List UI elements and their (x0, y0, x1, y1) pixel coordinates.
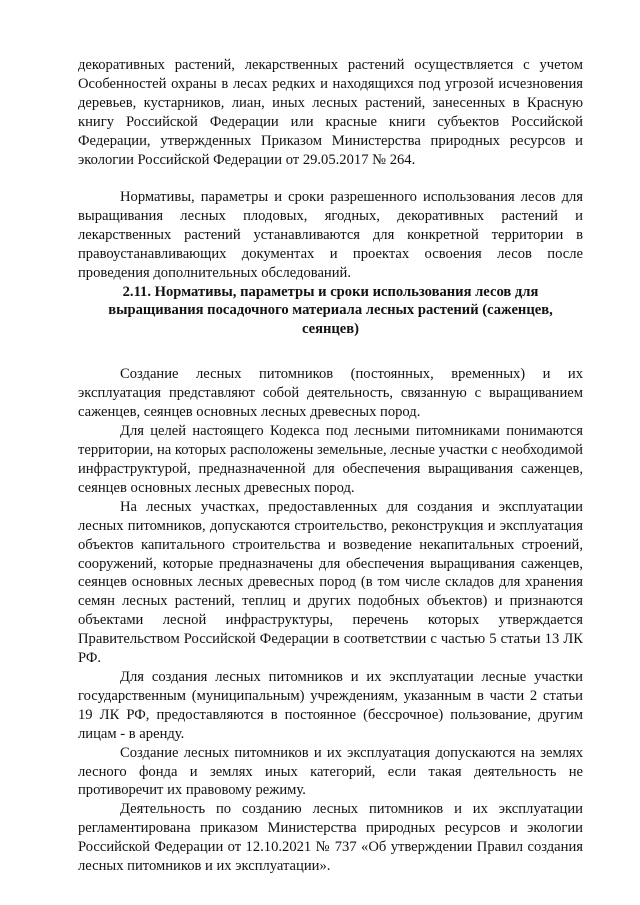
paragraph-land-provision: Для создания лесных питомников и их эксплуатации лесные участки государственным (муниципальным) учреждениям, указанным в части 2 статьи 19 ЛК РФ, предоставляются в постоянное (бессрочное) пользование, другим лицам - в аренду. (78, 668, 583, 742)
section-heading: 2.11. Нормативы, параметры и сроки использования лесов для выращивания посадочного материала лесных растений (саженцев, сеянцев) (108, 283, 553, 337)
paragraph-regulation: Деятельность по созданию лесных питомников и их эксплуатации регламентирована приказом Министерства природных ресурсов и экологии Российской Федерации от 12.10.2021 № 737 «Об утверждении Правил создания лесных питомников и их эксплуатации». (78, 801, 583, 875)
paragraph-nurseries-creation: Создание лесных питомников (постоянных, временных) и их эксплуатация представляют собой деятельность, связанную с выращиванием саженцев, сеянцев основных лесных древесных пород. (78, 366, 583, 421)
paragraph-nurseries-construction: На лесных участках, предоставленных для создания и эксплуатации лесных питомников, допускаются строительство, реконструкция и эксплуатация объектов капитального строительства и возведение некапитальных строений, сооружений, которые предназначены для обеспечения выращивания саженцев, сеянцев основных лесных древесных пород (в том числе складов для хранения семян лесных растений, теплиц и других подобных объектов) и признаются объектами лесной инфраструктуры, перечень которых утверждается Правительством Российской Федерации в соответствии с частью 5 статьи 13 ЛК РФ. (78, 498, 583, 667)
paragraph-norms: Нормативы, параметры и сроки разрешенного использования лесов для выращивания лесных плодовых, ягодных, декоративных растений и лекарственных растений устанавливаются для конкретной территории в правоустанавливающих документах и проектах освоения лесов после проведения дополнительных обследований. (78, 189, 583, 282)
paragraph-intro-continuation: декоративных растений, лекарственных растений осуществляется с учетом Особенностей охраны в лесах редких и находящихся под угрозой исчезновения деревьев, кустарников, лиан, иных лесных растений, занесенных в Красную книгу Российской Федерации или красные книги субъектов Российской Федерации, утвержденных Приказом Министерства природных ресурсов и экологии Российской Федерации от 29.05.2017 № 264. (78, 57, 583, 168)
document-page (78, 56, 583, 876)
paragraph-land-categories: Создание лесных питомников и их эксплуатация допускаются на землях лесного фонда и землях иных категорий, если такая деятельность не противоречит их правовому режиму. (78, 744, 583, 799)
paragraph-nurseries-definition: Для целей настоящего Кодекса под лесными питомниками понимаются территории, на которых расположены земельные, лесные участки с необходимой инфраструктурой, предназначенной для обеспечения выращивания саженцев, сеянцев основных лесных древесных пород. (78, 423, 583, 496)
